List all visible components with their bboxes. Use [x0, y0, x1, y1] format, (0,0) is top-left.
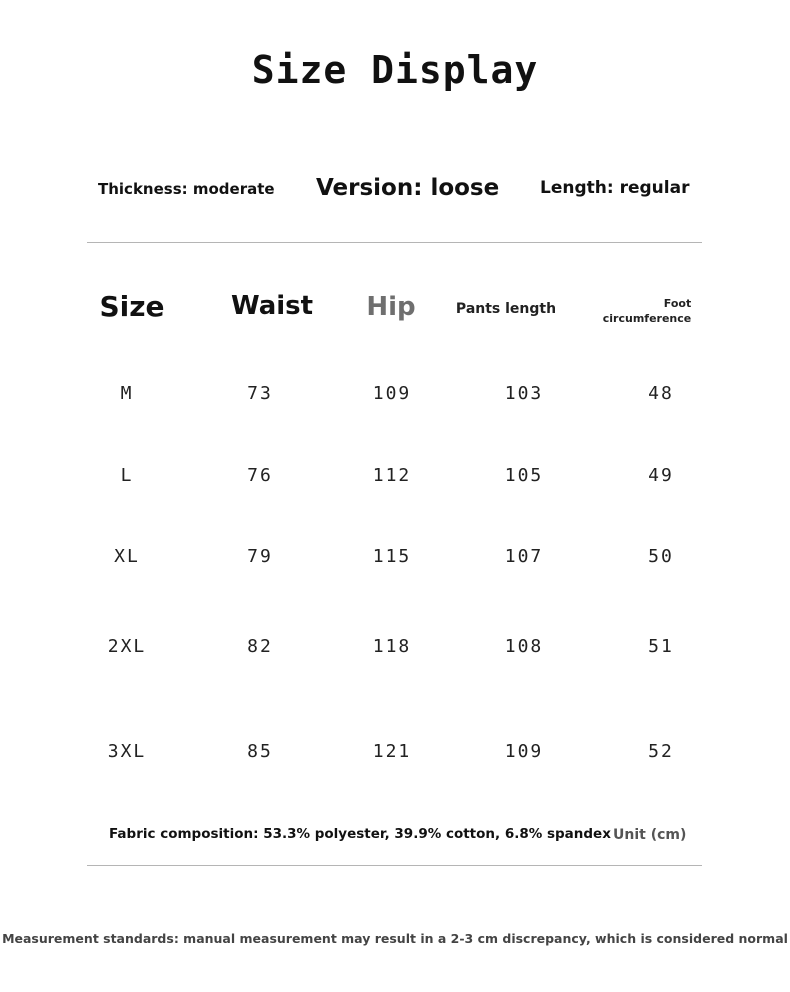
cell-foot-circumference: 48 [648, 383, 674, 404]
cell-hip: 109 [372, 383, 412, 404]
cell-pants-length: 109 [504, 741, 544, 762]
cell-pants-length: 105 [504, 465, 544, 486]
cell-foot-circumference: 49 [648, 465, 674, 486]
page-title: Size Display [251, 48, 539, 92]
cell-hip: 112 [372, 465, 412, 486]
top-divider [87, 242, 702, 243]
header-foot-line-1: Foot [663, 297, 692, 310]
cell-foot-circumference: 52 [648, 741, 674, 762]
cell-waist: 76 [247, 465, 273, 486]
version-attribute: Version: loose [316, 175, 500, 201]
length-attribute: Length: regular [540, 178, 690, 198]
cell-size: L [120, 465, 134, 486]
cell-size: M [120, 383, 134, 404]
cell-size: 3XL [107, 741, 147, 762]
unit-label: Unit (cm) [613, 827, 687, 843]
thickness-attribute: Thickness: moderate [98, 180, 275, 198]
fabric-composition: Fabric composition: 53.3% polyester, 39.9% cotton, 6.8% spandex [109, 826, 611, 842]
cell-waist: 82 [247, 636, 273, 657]
cell-waist: 85 [247, 741, 273, 762]
cell-hip: 121 [372, 741, 412, 762]
cell-hip: 115 [372, 546, 412, 567]
header-size: Size [99, 290, 165, 323]
cell-pants-length: 108 [504, 636, 544, 657]
header-foot-line-2: circumference [602, 312, 692, 325]
cell-hip: 118 [372, 636, 412, 657]
header-foot-circumference [603, 296, 691, 326]
cell-foot-circumference: 50 [648, 546, 674, 567]
cell-size: XL [114, 546, 140, 567]
cell-foot-circumference: 51 [648, 636, 674, 657]
header-pants-length: Pants length [455, 301, 557, 317]
header-waist: Waist [230, 291, 314, 321]
cell-pants-length: 107 [504, 546, 544, 567]
cell-size: 2XL [107, 636, 147, 657]
cell-waist: 79 [247, 546, 273, 567]
header-hip: Hip [366, 292, 416, 322]
measurement-note: Measurement standards: manual measurement may result in a 2-3 cm discrepancy, which is considered normal [2, 931, 788, 946]
cell-pants-length: 103 [504, 383, 544, 404]
cell-waist: 73 [247, 383, 273, 404]
bottom-divider [87, 865, 702, 866]
